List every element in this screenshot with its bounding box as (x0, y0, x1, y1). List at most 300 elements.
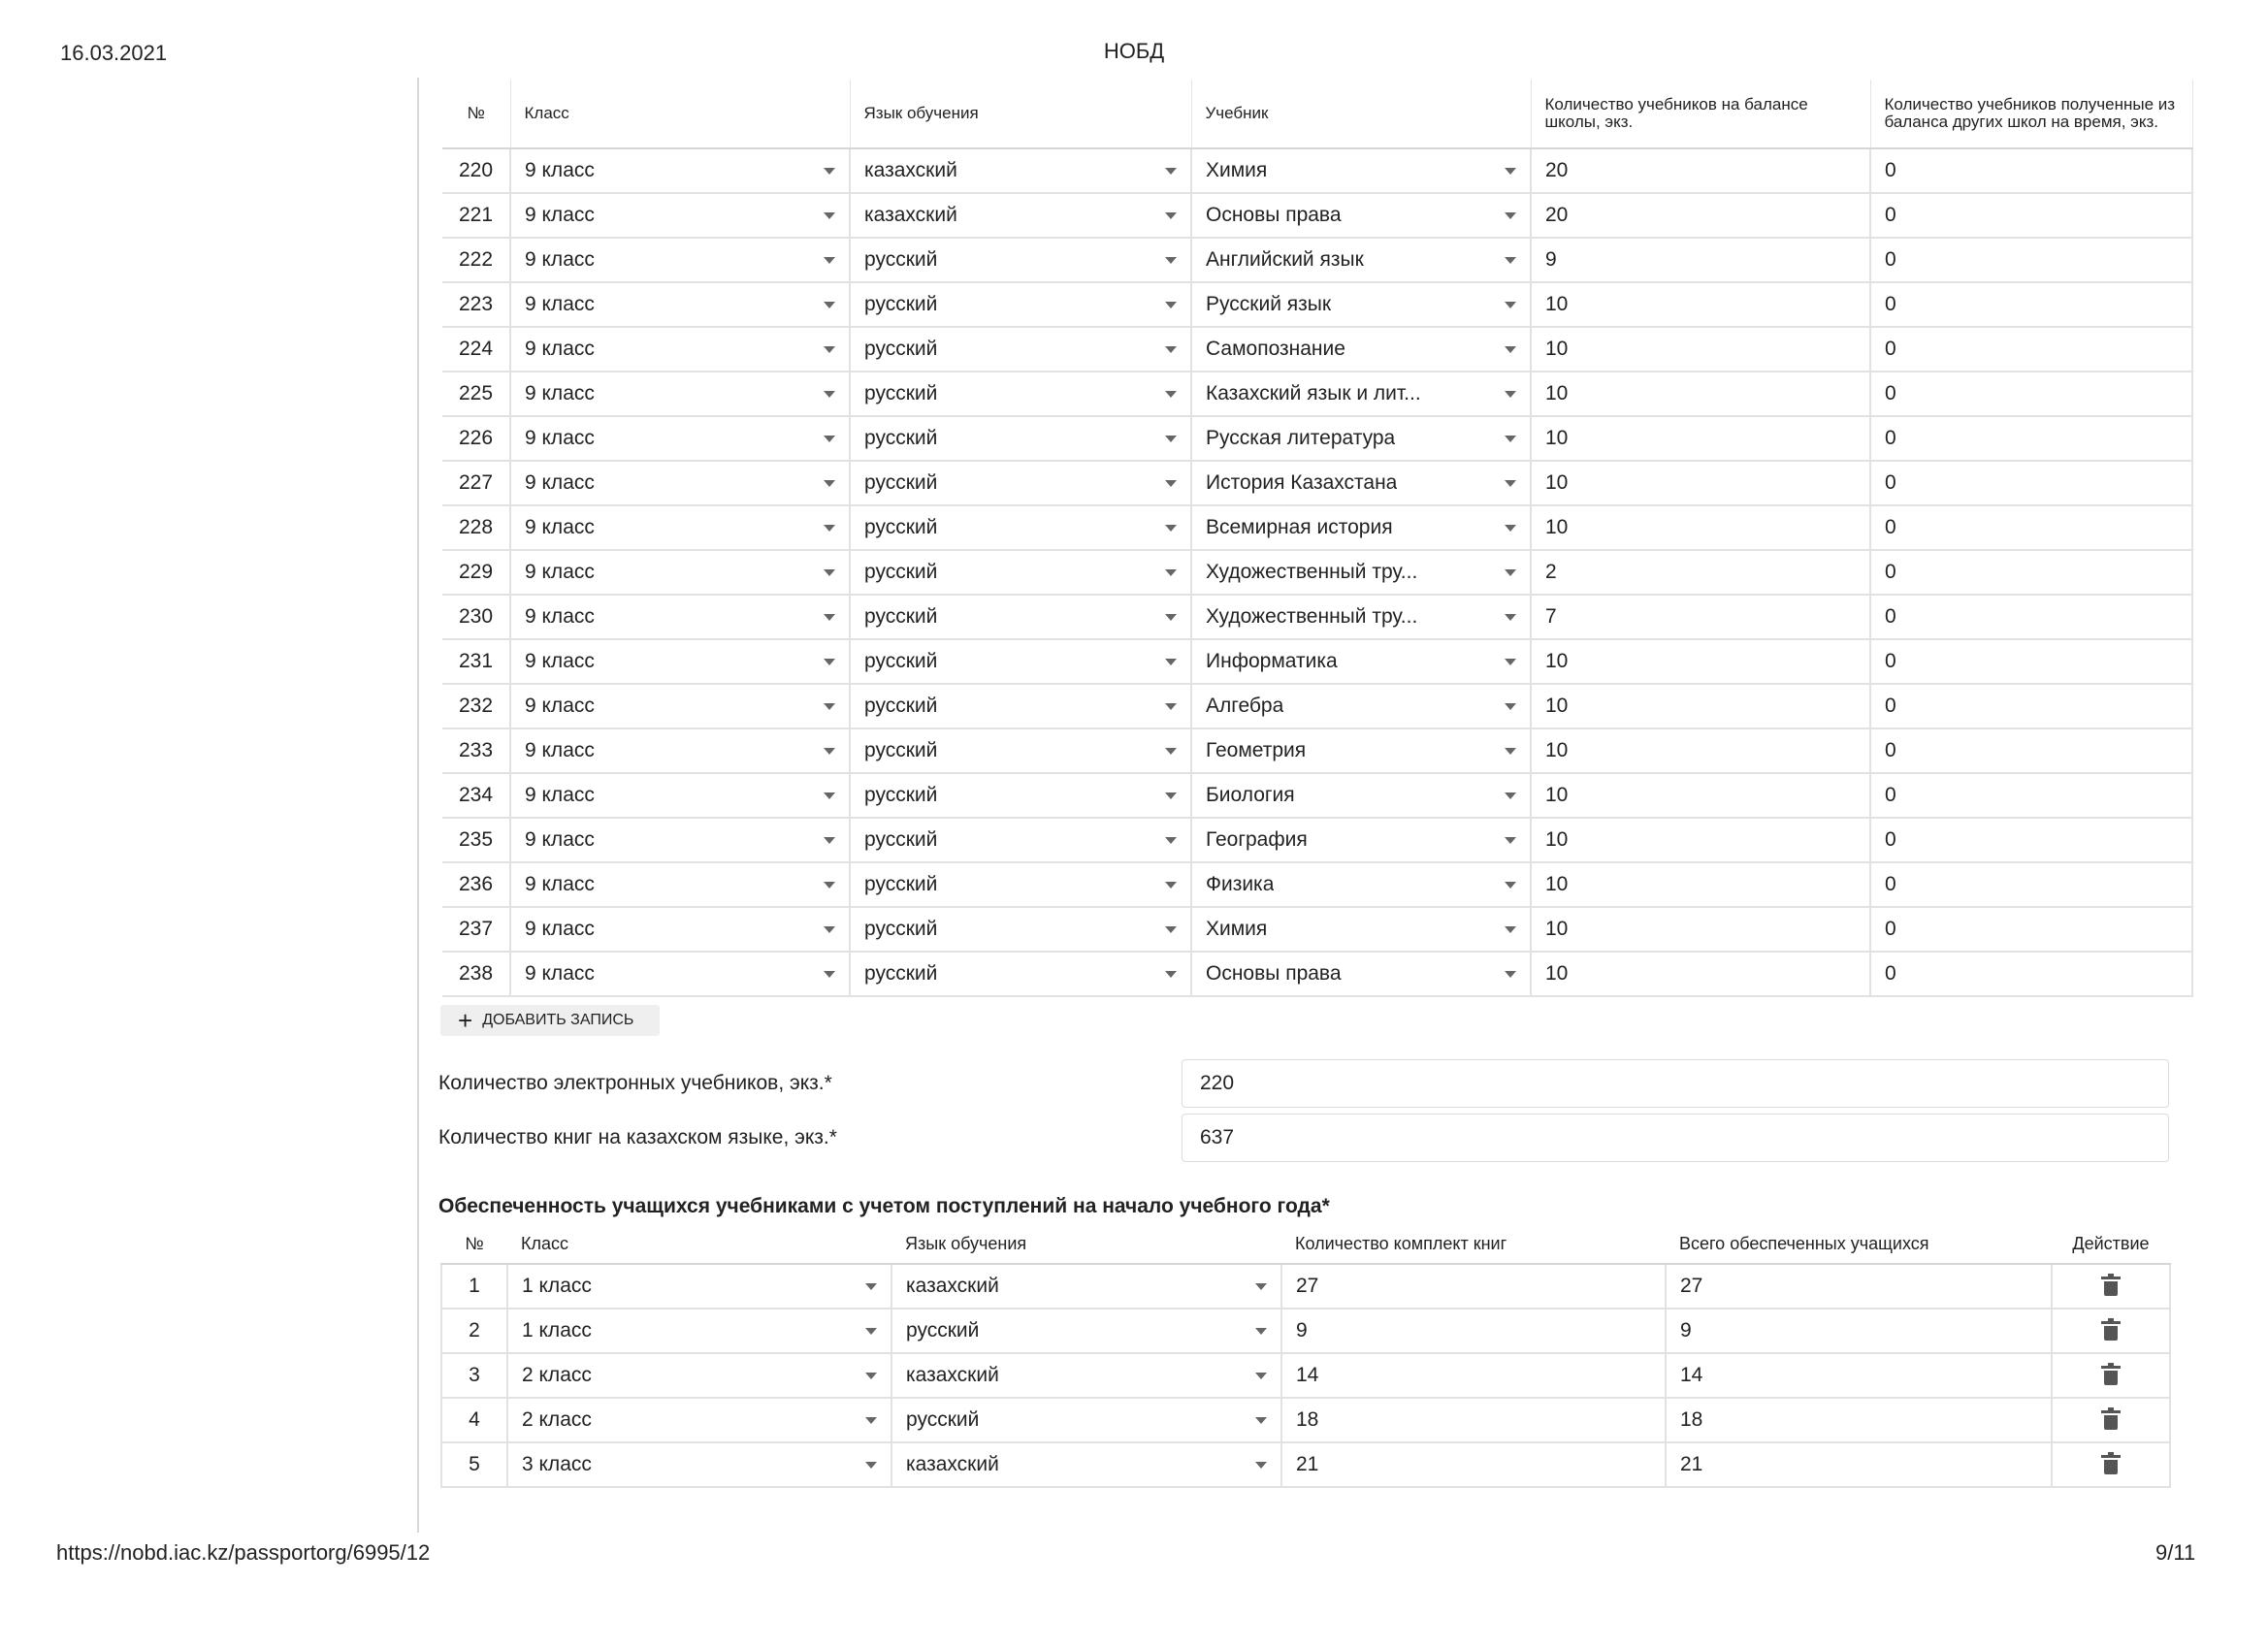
chevron-down-icon[interactable] (824, 837, 835, 844)
textbook-select-control[interactable] (1206, 471, 1516, 495)
grade-select[interactable] (510, 148, 850, 193)
chevron-down-icon[interactable] (824, 748, 835, 755)
chevron-down-icon[interactable] (1165, 480, 1177, 487)
language-select-control[interactable] (864, 159, 1177, 182)
grade-select[interactable] (510, 952, 850, 996)
chevron-down-icon[interactable] (824, 659, 835, 665)
chevron-down-icon[interactable] (1505, 837, 1516, 844)
textbook-select-control[interactable] (1206, 248, 1516, 272)
other-schools-input[interactable]: 0 (1870, 238, 2192, 282)
left-divider (417, 78, 419, 1533)
chevron-down-icon[interactable] (1255, 1462, 1267, 1469)
other-schools-input[interactable]: 0 (1870, 862, 2192, 907)
chevron-down-icon[interactable] (1505, 614, 1516, 621)
language-select[interactable] (850, 193, 1191, 238)
book-sets-input[interactable]: 9 (1281, 1309, 1666, 1353)
balance-input[interactable]: 10 (1531, 282, 1870, 327)
language-select-control[interactable] (864, 873, 1177, 896)
chevron-down-icon[interactable] (824, 168, 835, 175)
language-select-control[interactable] (864, 695, 1177, 718)
chevron-down-icon[interactable] (824, 926, 835, 933)
grade-select[interactable] (510, 327, 850, 372)
chevron-down-icon[interactable] (1505, 659, 1516, 665)
textbook-select[interactable] (1191, 862, 1531, 907)
grade-select-control[interactable] (525, 784, 835, 807)
row-number: 224 (442, 327, 510, 372)
textbook-row (442, 416, 2192, 461)
textbook-select[interactable] (1191, 238, 1531, 282)
language-select[interactable] (850, 639, 1191, 684)
grade-select-control[interactable] (525, 918, 835, 941)
language-select[interactable] (891, 1309, 1281, 1353)
chevron-down-icon[interactable] (1165, 569, 1177, 576)
textbook-select-control[interactable] (1206, 962, 1516, 986)
chevron-down-icon[interactable] (1505, 168, 1516, 175)
textbook-select[interactable] (1191, 952, 1531, 996)
language-select[interactable] (850, 818, 1191, 862)
balance-input[interactable]: 10 (1531, 639, 1870, 684)
textbook-select-control[interactable] (1206, 204, 1516, 227)
chevron-down-icon[interactable] (1255, 1283, 1267, 1290)
textbook-row (442, 862, 2192, 907)
other-schools-input[interactable]: 0 (1870, 148, 2192, 193)
grade-select-control[interactable] (525, 248, 835, 272)
textbook-row (442, 148, 2192, 193)
chevron-down-icon[interactable] (824, 302, 835, 308)
language-select-control[interactable] (864, 962, 1177, 986)
grade-select[interactable] (510, 416, 850, 461)
textbook-select-control[interactable] (1206, 650, 1516, 673)
electronic-textbooks-label: Количество электронных учебников, экз.* (438, 1072, 832, 1094)
grade-select-value: 3 класс (522, 1453, 592, 1475)
balance-input[interactable]: 10 (1531, 728, 1870, 773)
grade-select-control[interactable] (525, 605, 835, 629)
grade-select[interactable] (510, 372, 850, 416)
language-select-control[interactable] (864, 739, 1177, 762)
other-schools-input[interactable]: 0 (1870, 505, 2192, 550)
textbook-select[interactable] (1191, 505, 1531, 550)
language-select[interactable] (850, 416, 1191, 461)
textbook-select-value: Всемирная история (1206, 516, 1393, 538)
other-schools-input[interactable]: 0 (1870, 952, 2192, 996)
balance-input[interactable]: 10 (1531, 416, 1870, 461)
language-select-control[interactable] (864, 918, 1177, 941)
grade-select[interactable] (510, 505, 850, 550)
grade-select-value: 9 класс (525, 159, 595, 181)
balance-input[interactable]: 20 (1531, 193, 1870, 238)
chevron-down-icon[interactable] (1165, 748, 1177, 755)
textbook-select-value: Основы права (1206, 962, 1342, 985)
balance-input[interactable]: 10 (1531, 862, 1870, 907)
grade-select-control[interactable] (522, 1275, 877, 1298)
book-sets-input[interactable]: 21 (1281, 1442, 1666, 1487)
language-select[interactable] (850, 327, 1191, 372)
textbook-select-control[interactable] (1206, 828, 1516, 852)
textbook-select[interactable] (1191, 684, 1531, 728)
grade-select-control[interactable] (525, 338, 835, 361)
grade-select[interactable] (510, 728, 850, 773)
textbook-select-value: Самопознание (1206, 338, 1345, 360)
language-select[interactable] (850, 461, 1191, 505)
grade-select[interactable] (510, 773, 850, 818)
grade-select[interactable] (510, 238, 850, 282)
other-schools-input[interactable]: 0 (1870, 728, 2192, 773)
language-select-control[interactable] (906, 1364, 1267, 1387)
textbook-select-control[interactable] (1206, 516, 1516, 539)
chevron-down-icon[interactable] (1165, 346, 1177, 353)
chevron-down-icon[interactable] (824, 212, 835, 219)
students-provided-input[interactable]: 21 (1666, 1442, 2052, 1487)
grade-select-value: 9 класс (525, 828, 595, 851)
electronic-textbooks-input[interactable]: 220 (1182, 1059, 2169, 1108)
chevron-down-icon[interactable] (1165, 614, 1177, 621)
textbook-select[interactable] (1191, 773, 1531, 818)
students-provided-input[interactable]: 14 (1666, 1353, 2052, 1398)
grade-select-value: 9 класс (525, 650, 595, 672)
textbook-select-control[interactable] (1206, 695, 1516, 718)
language-select[interactable] (850, 862, 1191, 907)
language-select-control[interactable] (906, 1319, 1267, 1342)
trash-lid (2101, 1455, 2121, 1458)
language-select-control[interactable] (864, 650, 1177, 673)
chevron-down-icon[interactable] (1165, 302, 1177, 308)
book-sets-input[interactable]: 18 (1281, 1398, 1666, 1442)
row-number: 223 (442, 282, 510, 327)
students-provided-input[interactable]: 18 (1666, 1398, 2052, 1442)
language-select-value: казахский (864, 204, 957, 226)
textbook-select-control[interactable] (1206, 873, 1516, 896)
grade-select[interactable] (510, 639, 850, 684)
grade-select-value: 9 класс (525, 918, 595, 940)
language-select-control[interactable] (864, 338, 1177, 361)
chevron-down-icon[interactable] (824, 882, 835, 889)
grade-select[interactable] (510, 862, 850, 907)
balance-input[interactable]: 2 (1531, 550, 1870, 595)
grade-select-control[interactable] (525, 471, 835, 495)
language-select-control[interactable] (906, 1275, 1267, 1298)
textbook-row (442, 684, 2192, 728)
language-select-control[interactable] (864, 828, 1177, 852)
grade-select[interactable] (507, 1309, 891, 1353)
chevron-down-icon[interactable] (1165, 436, 1177, 442)
language-select-control[interactable] (864, 605, 1177, 629)
provision-table-header (441, 1224, 2170, 1264)
language-select[interactable] (850, 728, 1191, 773)
chevron-down-icon[interactable] (1165, 168, 1177, 175)
grade-select-control[interactable] (525, 159, 835, 182)
textbook-select[interactable] (1191, 595, 1531, 639)
textbook-select-value: Биология (1206, 784, 1295, 806)
other-schools-input[interactable]: 0 (1870, 684, 2192, 728)
chevron-down-icon[interactable] (1165, 391, 1177, 398)
grade-select-value: 1 класс (522, 1319, 592, 1342)
chevron-down-icon[interactable] (824, 703, 835, 710)
col-number: № (442, 80, 510, 148)
textbook-select[interactable] (1191, 282, 1531, 327)
other-schools-input[interactable]: 0 (1870, 773, 2192, 818)
chevron-down-icon[interactable] (1505, 703, 1516, 710)
textbook-select[interactable] (1191, 639, 1531, 684)
other-schools-input[interactable]: 0 (1870, 327, 2192, 372)
grade-select[interactable] (510, 550, 850, 595)
language-select[interactable] (891, 1398, 1281, 1442)
language-select-control[interactable] (906, 1408, 1267, 1432)
balance-input[interactable]: 20 (1531, 148, 1870, 193)
grade-select-value: 9 класс (525, 962, 595, 985)
language-select[interactable] (891, 1353, 1281, 1398)
trash-icon[interactable] (2103, 1455, 2119, 1474)
balance-input[interactable]: 9 (1531, 238, 1870, 282)
book-sets-input[interactable]: 14 (1281, 1353, 1666, 1398)
language-select[interactable] (850, 238, 1191, 282)
chevron-down-icon[interactable] (1505, 346, 1516, 353)
balance-input[interactable]: 10 (1531, 372, 1870, 416)
language-select[interactable] (850, 595, 1191, 639)
grade-select[interactable] (510, 818, 850, 862)
textbook-select[interactable] (1191, 193, 1531, 238)
grade-select-control[interactable] (525, 828, 835, 852)
row-number: 5 (441, 1442, 507, 1487)
language-select-control[interactable] (906, 1453, 1267, 1476)
students-provided-input[interactable]: 9 (1666, 1309, 2052, 1353)
grade-select[interactable] (507, 1264, 891, 1309)
chevron-down-icon[interactable] (1165, 525, 1177, 532)
language-select-control[interactable] (864, 784, 1177, 807)
trash-icon[interactable] (2103, 1366, 2119, 1385)
language-select[interactable] (850, 684, 1191, 728)
chevron-down-icon[interactable] (1505, 302, 1516, 308)
chevron-down-icon[interactable] (1505, 569, 1516, 576)
chevron-down-icon[interactable] (1505, 748, 1516, 755)
balance-input[interactable]: 10 (1531, 684, 1870, 728)
grade-select[interactable] (510, 282, 850, 327)
chevron-down-icon[interactable] (1165, 703, 1177, 710)
chevron-down-icon[interactable] (1505, 391, 1516, 398)
chevron-down-icon[interactable] (1505, 480, 1516, 487)
other-schools-input[interactable]: 0 (1870, 907, 2192, 952)
book-sets-input[interactable]: 27 (1281, 1264, 1666, 1309)
textbook-select[interactable] (1191, 416, 1531, 461)
chevron-down-icon[interactable] (1165, 882, 1177, 889)
chevron-down-icon[interactable] (1505, 212, 1516, 219)
textbook-row (442, 728, 2192, 773)
language-select[interactable] (850, 952, 1191, 996)
language-select[interactable] (850, 550, 1191, 595)
chevron-down-icon[interactable] (824, 525, 835, 532)
kazakh-books-input[interactable]: 637 (1182, 1114, 2169, 1162)
language-select-value: казахский (906, 1364, 999, 1386)
balance-input[interactable]: 10 (1531, 773, 1870, 818)
textbook-select-control[interactable] (1206, 561, 1516, 584)
chevron-down-icon[interactable] (1505, 792, 1516, 799)
grade-select-control[interactable] (525, 739, 835, 762)
textbook-select[interactable] (1191, 461, 1531, 505)
grade-select-control[interactable] (525, 873, 835, 896)
row-number: 1 (441, 1264, 507, 1309)
language-select[interactable] (891, 1442, 1281, 1487)
chevron-down-icon[interactable] (824, 971, 835, 978)
chevron-down-icon[interactable] (824, 436, 835, 442)
textbook-row (442, 639, 2192, 684)
other-schools-input[interactable]: 0 (1870, 595, 2192, 639)
col-grade: Класс (507, 1224, 891, 1264)
language-select-value: русский (864, 382, 938, 404)
chevron-down-icon[interactable] (1505, 257, 1516, 264)
grade-select[interactable] (507, 1442, 891, 1487)
grade-select-control[interactable] (525, 516, 835, 539)
language-select-control[interactable] (864, 204, 1177, 227)
language-select[interactable] (850, 505, 1191, 550)
grade-select-value: 9 класс (525, 695, 595, 717)
grade-select[interactable] (507, 1353, 891, 1398)
language-select[interactable] (850, 148, 1191, 193)
col-language: Язык обучения (891, 1224, 1281, 1264)
chevron-down-icon[interactable] (1165, 212, 1177, 219)
chevron-down-icon[interactable] (824, 257, 835, 264)
textbook-row (442, 238, 2192, 282)
chevron-down-icon[interactable] (824, 480, 835, 487)
grade-select-control[interactable] (522, 1408, 877, 1432)
chevron-down-icon[interactable] (1505, 525, 1516, 532)
textbook-select-control[interactable] (1206, 739, 1516, 762)
balance-input[interactable]: 10 (1531, 952, 1870, 996)
other-schools-input[interactable]: 0 (1870, 193, 2192, 238)
add-record-button[interactable] (440, 1005, 660, 1036)
textbook-select[interactable] (1191, 728, 1531, 773)
language-select-control[interactable] (864, 427, 1177, 450)
textbook-select-control[interactable] (1206, 918, 1516, 941)
textbook-select[interactable] (1191, 907, 1531, 952)
chevron-down-icon[interactable] (1505, 971, 1516, 978)
language-select-control[interactable] (864, 516, 1177, 539)
balance-input[interactable]: 10 (1531, 327, 1870, 372)
grade-select-control[interactable] (522, 1364, 877, 1387)
grade-select-control[interactable] (525, 695, 835, 718)
textbook-select[interactable] (1191, 550, 1531, 595)
chevron-down-icon[interactable] (1505, 926, 1516, 933)
textbook-select-control[interactable] (1206, 784, 1516, 807)
textbook-select-control[interactable] (1206, 605, 1516, 629)
chevron-down-icon[interactable] (865, 1328, 877, 1335)
balance-input[interactable]: 10 (1531, 461, 1870, 505)
chevron-down-icon[interactable] (1165, 659, 1177, 665)
trash-icon[interactable] (2103, 1277, 2119, 1296)
textbook-select-control[interactable] (1206, 382, 1516, 405)
other-schools-input[interactable]: 0 (1870, 461, 2192, 505)
chevron-down-icon[interactable] (865, 1283, 877, 1290)
textbook-select-control[interactable] (1206, 159, 1516, 182)
grade-select[interactable] (510, 907, 850, 952)
other-schools-input[interactable]: 0 (1870, 550, 2192, 595)
textbook-select-control[interactable] (1206, 338, 1516, 361)
grade-select-control[interactable] (525, 204, 835, 227)
chevron-down-icon[interactable] (865, 1417, 877, 1424)
language-select[interactable] (891, 1264, 1281, 1309)
grade-select-control[interactable] (525, 561, 835, 584)
language-select[interactable] (850, 907, 1191, 952)
language-select-control[interactable] (864, 248, 1177, 272)
trash-icon[interactable] (2103, 1410, 2119, 1430)
grade-select-control[interactable] (525, 382, 835, 405)
chevron-down-icon[interactable] (824, 391, 835, 398)
grade-select[interactable] (510, 595, 850, 639)
language-select-value: русский (864, 962, 938, 985)
grade-select-control[interactable] (522, 1319, 877, 1342)
chevron-down-icon[interactable] (1165, 792, 1177, 799)
trash-icon[interactable] (2103, 1321, 2119, 1341)
textbooks-table-header (442, 80, 2192, 148)
chevron-down-icon[interactable] (824, 569, 835, 576)
language-select-control[interactable] (864, 471, 1177, 495)
other-schools-input[interactable]: 0 (1870, 282, 2192, 327)
other-schools-input[interactable]: 0 (1870, 416, 2192, 461)
grade-select-control[interactable] (522, 1453, 877, 1476)
plus-icon: + (458, 1006, 473, 1035)
trash-lid (2101, 1366, 2121, 1369)
other-schools-input[interactable]: 0 (1870, 639, 2192, 684)
grade-select-control[interactable] (525, 293, 835, 316)
balance-input[interactable]: 10 (1531, 907, 1870, 952)
grade-select-control[interactable] (525, 650, 835, 673)
grade-select[interactable] (510, 193, 850, 238)
action-cell (2052, 1264, 2170, 1309)
language-select[interactable] (850, 372, 1191, 416)
chevron-down-icon[interactable] (865, 1373, 877, 1379)
language-select-control[interactable] (864, 561, 1177, 584)
grade-select[interactable] (510, 684, 850, 728)
grade-select[interactable] (510, 461, 850, 505)
chevron-down-icon[interactable] (1165, 257, 1177, 264)
chevron-down-icon[interactable] (824, 346, 835, 353)
chevron-down-icon[interactable] (1165, 971, 1177, 978)
page-title: НОБД (1103, 39, 1165, 63)
chevron-down-icon[interactable] (1255, 1417, 1267, 1424)
chevron-down-icon[interactable] (1255, 1373, 1267, 1379)
textbook-select-control[interactable] (1206, 427, 1516, 450)
balance-input[interactable]: 10 (1531, 818, 1870, 862)
chevron-down-icon[interactable] (1165, 837, 1177, 844)
grade-select-control[interactable] (525, 962, 835, 986)
language-select[interactable] (850, 282, 1191, 327)
chevron-down-icon[interactable] (865, 1462, 877, 1469)
col-number: № (441, 1224, 507, 1264)
chevron-down-icon[interactable] (1165, 926, 1177, 933)
textbook-row (442, 505, 2192, 550)
chevron-down-icon[interactable] (1505, 882, 1516, 889)
language-select-control[interactable] (864, 293, 1177, 316)
textbook-select-control[interactable] (1206, 293, 1516, 316)
chevron-down-icon[interactable] (824, 614, 835, 621)
balance-input[interactable]: 10 (1531, 505, 1870, 550)
textbook-select[interactable] (1191, 148, 1531, 193)
textbook-select[interactable] (1191, 818, 1531, 862)
chevron-down-icon[interactable] (824, 792, 835, 799)
chevron-down-icon[interactable] (1505, 436, 1516, 442)
provision-row (441, 1442, 2170, 1487)
balance-input[interactable]: 7 (1531, 595, 1870, 639)
language-select[interactable] (850, 773, 1191, 818)
other-schools-input[interactable]: 0 (1870, 372, 2192, 416)
language-select-control[interactable] (864, 382, 1177, 405)
chevron-down-icon[interactable] (1255, 1328, 1267, 1335)
row-number: 228 (442, 505, 510, 550)
other-schools-input[interactable]: 0 (1870, 818, 2192, 862)
textbook-select[interactable] (1191, 372, 1531, 416)
grade-select[interactable] (507, 1398, 891, 1442)
students-provided-input[interactable]: 27 (1666, 1264, 2052, 1309)
textbook-select[interactable] (1191, 327, 1531, 372)
grade-select-control[interactable] (525, 427, 835, 450)
